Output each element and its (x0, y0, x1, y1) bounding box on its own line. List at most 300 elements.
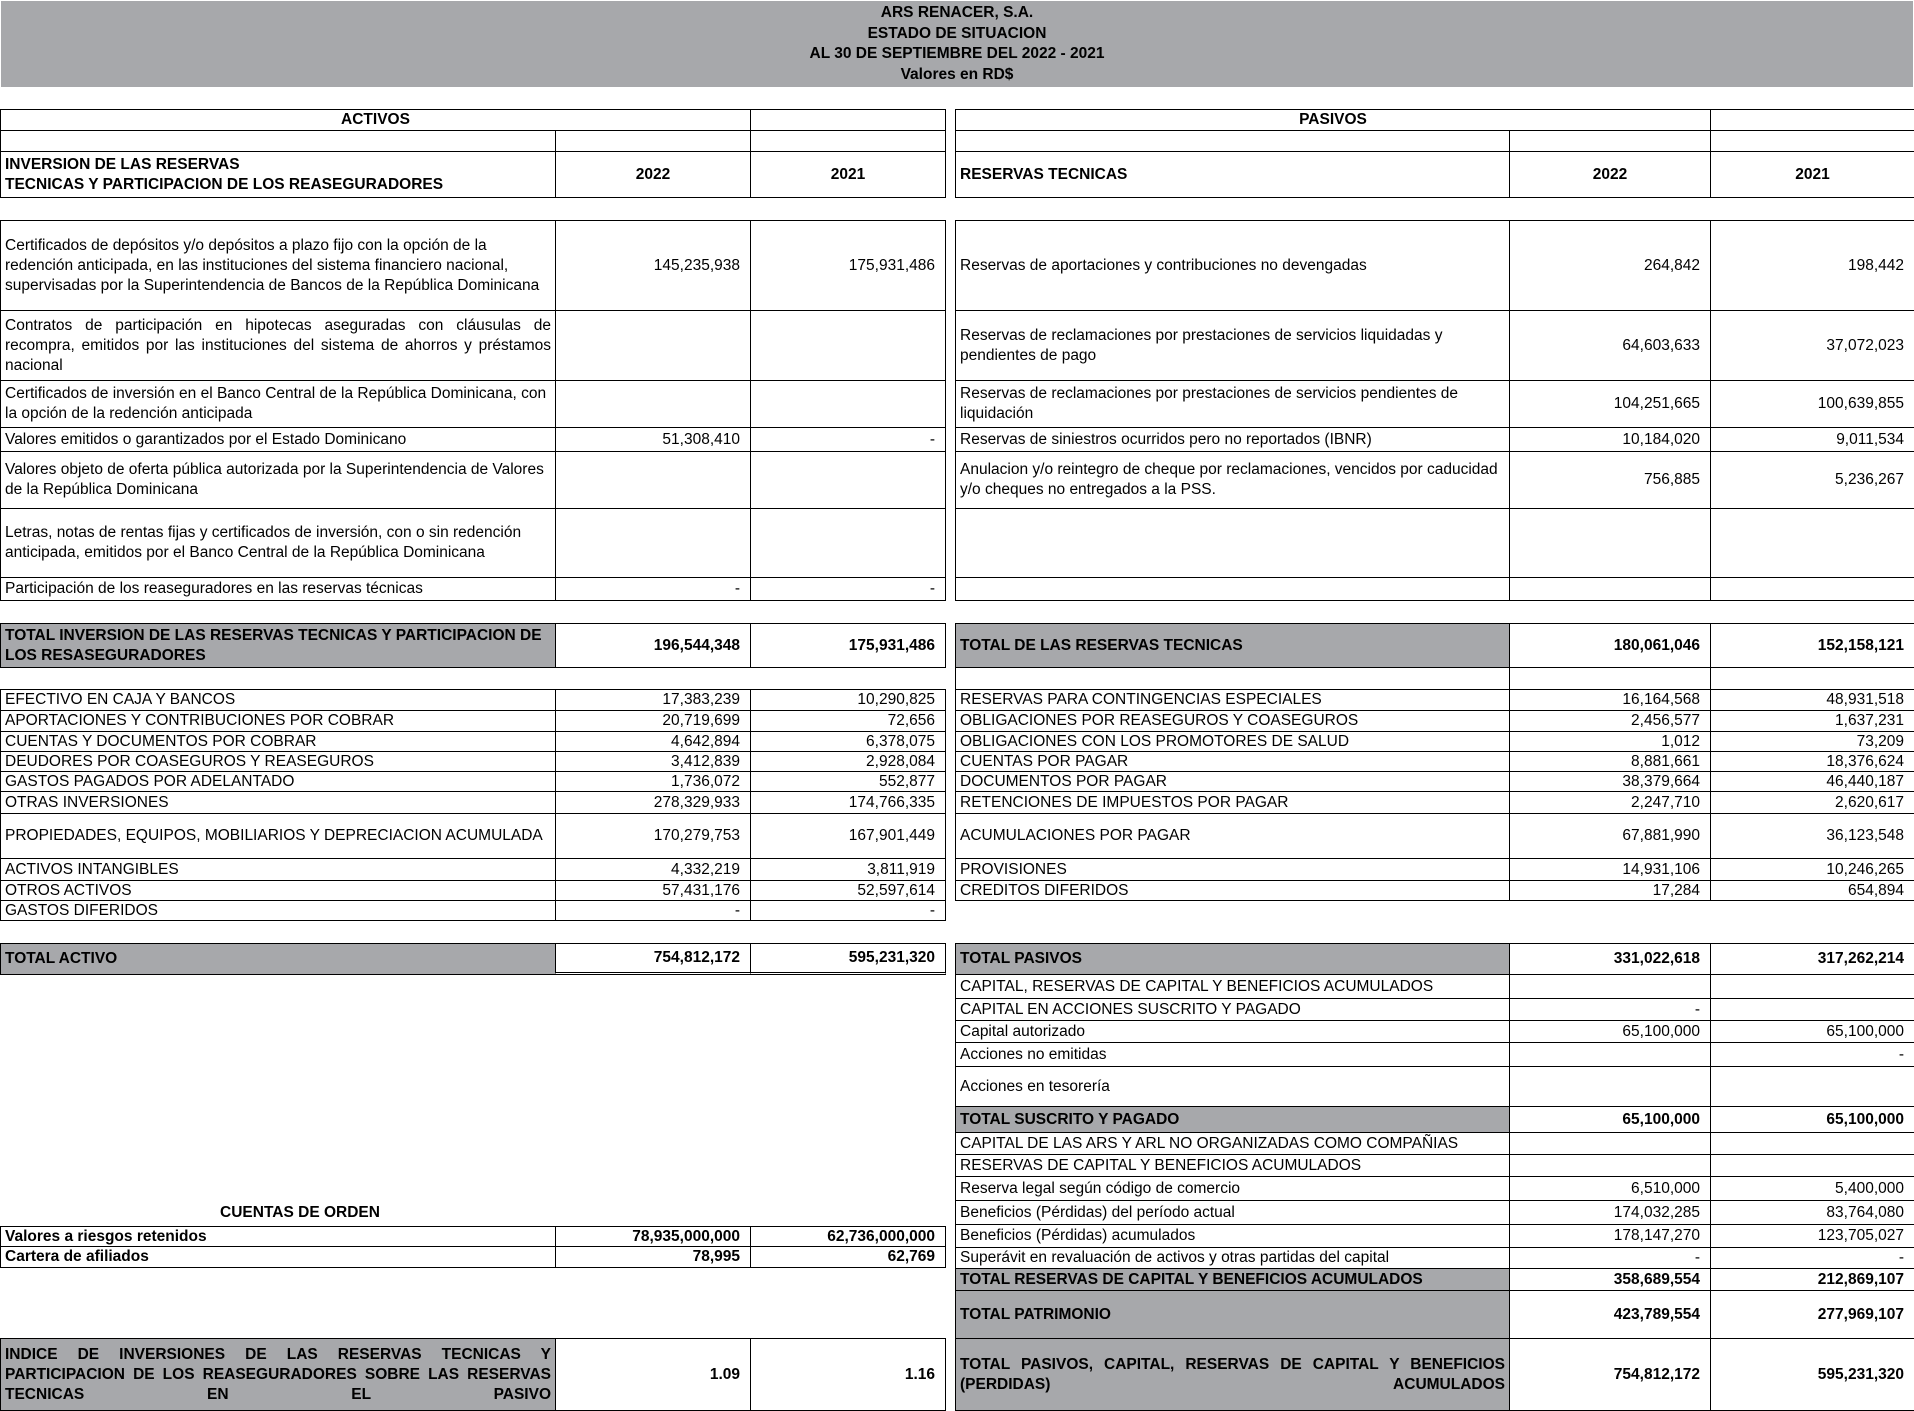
reserva-row-1-label (955, 310, 1510, 381)
activo-row-9-label (0, 900, 556, 921)
inversion-row-1-value-2022 (555, 310, 751, 381)
pasivos-year-2022 (1509, 151, 1711, 198)
capital-row-1-value-2022-text: 65,100,000 (1622, 1022, 1700, 1040)
pasivo-row-7-value-2022-text: 14,931,106 (1622, 860, 1700, 878)
activo-row-9-value-2022-text: - (734, 901, 740, 919)
pasivo-row-4-label-text: DOCUMENTOS POR PAGAR (960, 772, 1167, 790)
activo-row-1-value-2021-text: 72,656 (887, 712, 935, 729)
pasivo-row-3-value-2022 (1509, 751, 1711, 772)
activo-row-6-value-2021 (750, 813, 946, 859)
inversion-row-6-value-2021 (750, 577, 946, 601)
inversion-row-5-value-2022 (555, 508, 751, 578)
pasivos-blank-row-value-2021 (1710, 667, 1914, 690)
reserva-blank-row-b-label (955, 577, 1510, 601)
reserva-capital-row-3-label-text: Beneficios (Pérdidas) del período actual (960, 1203, 1235, 1221)
inversion-row-6-value-2021-text: - (929, 580, 935, 597)
activo-row-7-value-2022 (555, 858, 751, 881)
pasivos-section-title-text: RESERVAS TECNICAS (960, 165, 1128, 183)
activos-section-title (0, 151, 556, 198)
capital-row-0-label (955, 998, 1510, 1021)
inversion-row-4-label (0, 451, 556, 509)
total-pasivos-value-2022-text: 331,022,618 (1613, 950, 1700, 967)
activo-row-0-value-2021-text: 10,290,825 (857, 691, 935, 708)
total-reservas-capital-value-2022 (1509, 1268, 1711, 1291)
total-patrimonio-value-2022 (1509, 1290, 1711, 1339)
activo-row-4-label (0, 771, 556, 792)
activo-row-5-value-2021-text: 174,766,335 (848, 793, 935, 811)
reserva-capital-row-5-value-2022 (1509, 1247, 1711, 1269)
activo-row-2-label (0, 731, 556, 752)
capital-row-3-label-text: Acciones en tesorería (960, 1077, 1110, 1095)
reserva-capital-row-4-value-2022-text: 178,147,270 (1613, 1227, 1700, 1244)
activo-row-0-label (0, 689, 556, 711)
reserva-row-4-value-2021 (1710, 451, 1914, 509)
reserva-row-1-value-2022 (1509, 310, 1711, 381)
inversion-row-0-value-2021-text: 175,931,486 (848, 256, 935, 274)
capital-title-text: CAPITAL, RESERVAS DE CAPITAL Y BENEFICIOS ACUMULADOS (960, 977, 1434, 995)
pasivos-year-2022-text: 2022 (1592, 165, 1628, 183)
reserva-row-3-value-2022-text: 10,184,020 (1622, 430, 1700, 448)
total-pasivos-label-text: TOTAL PASIVOS (960, 950, 1083, 967)
reserva-row-1-value-2021 (1710, 310, 1914, 381)
pasivo-row-6-value-2021 (1710, 813, 1914, 859)
inversion-row-5-label (0, 508, 556, 578)
total-general-value-2022-text: 754,812,172 (1613, 1365, 1700, 1383)
reserva-capital-row-4-label-text: Beneficios (Pérdidas) acumulados (960, 1227, 1196, 1244)
activo-row-6-label-text: PROPIEDADES, EQUIPOS, MOBILIARIOS Y DEPRECIACION ACUMULADA (5, 827, 543, 844)
cuenta-orden-row-0-label (0, 1226, 556, 1247)
report-currency: Valores en RD$ (900, 65, 1014, 83)
activo-row-5-label-text: OTRAS INVERSIONES (5, 793, 169, 811)
pasivo-row-0-value-2022-text: 16,164,568 (1622, 691, 1700, 708)
pasivo-row-2-label-text: OBLIGACIONES CON LOS PROMOTORES DE SALUD (960, 732, 1350, 750)
reserva-capital-row-5-value-2022-text: - (1694, 1249, 1700, 1266)
reserva-capital-row-2-value-2022-text: 6,510,000 (1631, 1179, 1700, 1197)
total-reservas-capital-value-2021 (1710, 1268, 1914, 1291)
inversion-row-3-value-2022 (555, 427, 751, 452)
pasivo-row-7-value-2021-text: 10,246,265 (1826, 860, 1904, 878)
cuenta-orden-row-1-value-2022 (555, 1246, 751, 1268)
total-inversion-label (0, 623, 556, 668)
activo-row-6-value-2022-text: 170,279,753 (653, 827, 740, 844)
total-reservas-value-2021 (1710, 623, 1914, 668)
total-inversion-value-2021-text: 175,931,486 (848, 636, 935, 654)
total-general-value-2022 (1509, 1338, 1711, 1411)
indice-value-2022 (555, 1338, 751, 1411)
reserva-capital-row-1-value-2021 (1710, 1154, 1914, 1177)
inversion-row-1-label-text: Contratos de participación en hipotecas aseguradas con cláusulas de recompra, emitidos por las instituciones del sistema de ahorros y préstamos nacional (5, 316, 551, 374)
inversion-row-4-value-2021 (750, 451, 946, 509)
pasivo-row-8-label-text: CREDITOS DIFERIDOS (960, 881, 1129, 899)
activo-row-3-label (0, 751, 556, 772)
reserva-capital-row-5-value-2021-text: - (1898, 1249, 1904, 1266)
activo-row-3-value-2021-text: 2,928,084 (866, 752, 935, 770)
pasivos-section-title (955, 151, 1510, 198)
capital-row-3-value-2021 (1710, 1066, 1914, 1107)
pasivo-row-1-value-2022-text: 2,456,577 (1631, 712, 1700, 729)
capital-row-2-label (955, 1042, 1510, 1067)
pasivo-row-8-label (955, 880, 1510, 901)
inversion-row-3-value-2021 (750, 427, 946, 452)
pasivo-row-7-value-2022 (1509, 858, 1711, 881)
total-reservas-capital-value-2022-text: 358,689,554 (1613, 1270, 1700, 1288)
reserva-capital-row-5-label-text: Superávit en revaluación de activos y otras partidas del capital (960, 1249, 1390, 1266)
pasivo-row-6-label (955, 813, 1510, 859)
inversion-row-2-label (0, 380, 556, 428)
pasivo-row-3-value-2021-text: 18,376,624 (1826, 752, 1904, 770)
total-general-label-text: TOTAL PASIVOS, CAPITAL, RESERVAS DE CAPITAL Y BENEFICIOS (PERDIDAS) ACUMULADOS (960, 1355, 1505, 1393)
total-reservas-label (955, 623, 1510, 668)
reserva-row-0-label-text: Reservas de aportaciones y contribuciones no devengadas (960, 256, 1367, 274)
total-reservas-value-2022 (1509, 623, 1711, 668)
activo-row-9-value-2021 (750, 900, 946, 921)
pasivos-title (955, 109, 1711, 131)
inversion-row-2-value-2021 (750, 380, 946, 428)
indice-value-2021-text: 1.16 (904, 1365, 935, 1383)
reserva-row-3-value-2021 (1710, 427, 1914, 452)
reserva-row-2-label-text: Reservas de reclamaciones por prestaciones de servicios pendientes de liquidación (960, 385, 1458, 422)
reserva-capital-row-0-label-text: CAPITAL DE LAS ARS Y ARL NO ORGANIZADAS COMO COMPAÑIAS (960, 1134, 1459, 1152)
reserva-capital-row-0-value-2021 (1710, 1132, 1914, 1155)
activo-row-4-label-text: GASTOS PAGADOS POR ADELANTADO (5, 772, 295, 790)
activo-row-7-value-2021 (750, 858, 946, 881)
capital-row-3-label (955, 1066, 1510, 1107)
cuentas-orden-title: CUENTAS DE ORDEN (220, 1204, 380, 1221)
inversion-row-0-label-text: Certificados de depósitos y/o depósitos a plazo fijo con la opción de la redención anticipada, en las instituciones del sistema financiero nacional, supervisadas por la Superintendencia de Bancos de la República Dominicana (5, 236, 540, 294)
capital-row-0-value-2021 (1710, 998, 1914, 1021)
pasivos-blank-a (955, 130, 1510, 152)
reserva-capital-row-2-value-2021-text: 5,400,000 (1835, 1179, 1904, 1197)
total-pasivos-value-2021 (1710, 943, 1914, 975)
capital-row-2-value-2022 (1509, 1042, 1711, 1067)
report-name: ESTADO DE SITUACION (867, 24, 1047, 42)
pasivos-blank-c (1710, 130, 1914, 152)
total-pasivos-value-2022 (1509, 943, 1711, 975)
cuenta-orden-row-0-value-2021-text: 62,736,000,000 (827, 1227, 935, 1245)
pasivo-row-2-value-2021-text: 73,209 (1856, 732, 1904, 750)
inversion-row-3-value-2021-text: - (929, 430, 935, 448)
reserva-capital-row-2-value-2021 (1710, 1176, 1914, 1201)
activo-row-3-label-text: DEUDORES POR COASEGUROS Y REASEGUROS (5, 752, 374, 770)
total-inversion-value-2022-text: 196,544,348 (653, 636, 740, 654)
reserva-row-3-label-text: Reservas de siniestros ocurridos pero no reportados (IBNR) (960, 430, 1372, 448)
indice-label-text: INDICE DE INVERSIONES DE LAS RESERVAS TECNICAS Y PARTICIPACION DE LOS REASEGURADORES SOBRE LAS RESERVAS TECNICAS EN EL PASIVO (5, 1345, 551, 1403)
pasivos-year-2021-text: 2021 (1795, 165, 1830, 183)
activo-row-8-value-2021-text: 52,597,614 (857, 881, 935, 899)
indice-value-2021 (750, 1338, 946, 1411)
reserva-capital-row-5-value-2021 (1710, 1247, 1914, 1269)
pasivo-row-5-label (955, 791, 1510, 814)
reserva-row-2-value-2022-text: 104,251,665 (1613, 395, 1700, 412)
activo-row-1-value-2022-text: 20,719,699 (662, 712, 740, 729)
total-suscrito-label-text: TOTAL SUSCRITO Y PAGADO (960, 1110, 1180, 1128)
activo-row-6-value-2021-text: 167,901,449 (848, 827, 935, 844)
total-activo-value-2021 (750, 943, 946, 975)
reserva-row-2-label (955, 380, 1510, 428)
inversion-row-3-label-text: Valores emitidos o garantizados por el Estado Dominicano (5, 430, 407, 448)
pasivo-row-4-value-2022-text: 38,379,664 (1622, 772, 1700, 790)
reserva-capital-row-3-value-2021-text: 83,764,080 (1826, 1203, 1904, 1221)
activo-row-5-value-2022-text: 278,329,933 (653, 793, 740, 811)
reserva-row-0-value-2022 (1509, 220, 1711, 311)
activo-row-3-value-2022 (555, 751, 751, 772)
pasivo-row-8-value-2021 (1710, 880, 1914, 901)
cuenta-orden-row-1-value-2022-text: 78,995 (692, 1248, 740, 1265)
activo-row-8-label (0, 880, 556, 901)
pasivo-row-5-value-2021-text: 2,620,617 (1835, 793, 1904, 811)
pasivos-title-text: PASIVOS (1299, 111, 1367, 128)
reserva-row-4-value-2021-text: 5,236,267 (1835, 471, 1904, 488)
reserva-capital-row-1-value-2022 (1509, 1154, 1711, 1177)
pasivo-row-3-label-text: CUENTAS POR PAGAR (960, 752, 1129, 770)
pasivo-row-2-label (955, 731, 1510, 752)
pasivo-row-4-value-2022 (1509, 771, 1711, 792)
pasivos-blank-row-label (955, 667, 1510, 690)
pasivo-row-6-value-2022-text: 67,881,990 (1622, 827, 1700, 844)
reserva-row-0-label (955, 220, 1510, 311)
total-patrimonio-label (955, 1290, 1510, 1339)
activos-title (0, 109, 751, 131)
indice-value-2022-text: 1.09 (709, 1365, 740, 1383)
activo-row-2-value-2022 (555, 731, 751, 752)
inversion-row-6-value-2022-text: - (734, 580, 740, 597)
activo-row-4-value-2021-text: 552,877 (878, 772, 935, 790)
activo-row-5-value-2021 (750, 791, 946, 814)
report-period: AL 30 DE SEPTIEMBRE DEL 2022 - 2021 (809, 45, 1105, 62)
pasivo-row-1-label-text: OBLIGACIONES POR REASEGUROS Y COASEGUROS (960, 712, 1359, 729)
reserva-capital-row-0-label (955, 1132, 1510, 1155)
indice-label (0, 1338, 556, 1411)
activo-row-9-value-2021-text: - (929, 901, 935, 919)
total-suscrito-label (955, 1106, 1510, 1133)
pasivo-row-0-value-2021 (1710, 689, 1914, 711)
activo-row-8-value-2021 (750, 880, 946, 901)
capital-row-0-value-2022-text: - (1694, 1000, 1700, 1018)
pasivo-row-4-label (955, 771, 1510, 792)
reserva-capital-row-4-value-2022 (1509, 1224, 1711, 1248)
activo-row-0-value-2021 (750, 689, 946, 711)
reserva-row-4-value-2022 (1509, 451, 1711, 509)
activos-section-title-line2: TECNICAS Y PARTICIPACION DE LOS REASEGURADORES (5, 175, 444, 193)
inversion-row-0-label (0, 220, 556, 311)
total-suscrito-value-2021-text: 65,100,000 (1826, 1110, 1904, 1128)
capital-title-v2 (1710, 974, 1914, 999)
report-header (1, 1, 1913, 87)
pasivo-row-5-label-text: RETENCIONES DE IMPUESTOS POR PAGAR (960, 793, 1289, 811)
pasivo-row-3-label (955, 751, 1510, 772)
reserva-row-2-value-2022 (1509, 380, 1711, 428)
reserva-row-4-label-text: Anulacion y/o reintegro de cheque por reclamaciones, vencidos por caducidad y/o cheques no entregados a la PSS. (960, 461, 1498, 498)
pasivo-row-0-value-2022 (1509, 689, 1711, 711)
total-suscrito-value-2022 (1509, 1106, 1711, 1133)
capital-row-0-value-2022 (1509, 998, 1711, 1021)
total-reservas-value-2021-text: 152,158,121 (1817, 636, 1904, 654)
reserva-capital-row-1-label (955, 1154, 1510, 1177)
total-general-value-2021-text: 595,231,320 (1817, 1365, 1904, 1383)
activo-row-0-label-text: EFECTIVO EN CAJA Y BANCOS (5, 691, 236, 708)
reserva-capital-row-2-label (955, 1176, 1510, 1201)
reserva-blank-row-a-value-2022 (1509, 508, 1711, 578)
reserva-blank-row-b-value-2021 (1710, 577, 1914, 601)
activo-row-4-value-2022-text: 1,736,072 (671, 772, 740, 790)
reserva-row-4-label (955, 451, 1510, 509)
inversion-row-3-label (0, 427, 556, 452)
inversion-row-2-value-2022 (555, 380, 751, 428)
total-pasivos-value-2021-text: 317,262,214 (1817, 950, 1904, 967)
capital-row-2-label-text: Acciones no emitidas (960, 1045, 1107, 1063)
inversion-row-6-label-text: Participación de los reaseguradores en las reservas técnicas (5, 580, 423, 597)
inversion-row-3-value-2022-text: 51,308,410 (662, 430, 740, 448)
pasivo-row-8-value-2021-text: 654,894 (1847, 881, 1904, 899)
pasivos-title-blank (1710, 109, 1914, 131)
activo-row-5-label (0, 791, 556, 814)
total-general-label (955, 1338, 1510, 1411)
inversion-row-0-value-2022-text: 145,235,938 (653, 256, 740, 274)
activo-row-2-value-2021 (750, 731, 946, 752)
total-patrimonio-label-text: TOTAL PATRIMONIO (960, 1305, 1111, 1323)
activo-row-2-label-text: CUENTAS Y DOCUMENTOS POR COBRAR (5, 732, 317, 750)
activo-row-0-value-2022 (555, 689, 751, 711)
reserva-row-4-value-2022-text: 756,885 (1643, 471, 1700, 488)
pasivo-row-1-value-2022 (1509, 710, 1711, 732)
activo-row-9-label-text: GASTOS DIFERIDOS (5, 901, 159, 919)
total-inversion-value-2022 (555, 623, 751, 668)
activo-row-1-value-2021 (750, 710, 946, 732)
pasivo-row-8-value-2022 (1509, 880, 1711, 901)
activo-row-3-value-2022-text: 3,412,839 (671, 752, 740, 770)
activos-year-2021-text: 2021 (830, 165, 866, 183)
activos-blank-c (750, 130, 946, 152)
activos-title-blank (750, 109, 946, 131)
company-name: ARS RENACER, S.A. (880, 4, 1034, 21)
pasivo-row-5-value-2022-text: 2,247,710 (1631, 793, 1700, 811)
activos-blank-a (0, 130, 556, 152)
reserva-capital-row-3-value-2021 (1710, 1200, 1914, 1225)
cuenta-orden-row-1-label-text: Cartera de afiliados (5, 1248, 149, 1265)
reserva-capital-row-4-label (955, 1224, 1510, 1248)
cuenta-orden-row-0-value-2021 (750, 1226, 946, 1247)
pasivo-row-7-label-text: PROVISIONES (960, 860, 1067, 878)
activo-row-2-value-2022-text: 4,642,894 (671, 732, 740, 750)
activos-year-2022 (555, 151, 751, 198)
pasivo-row-2-value-2022-text: 1,012 (1661, 732, 1700, 750)
total-patrimonio-value-2022-text: 423,789,554 (1613, 1305, 1700, 1323)
total-suscrito-value-2022-text: 65,100,000 (1622, 1110, 1700, 1128)
total-activo-label-text: TOTAL ACTIVO (5, 950, 118, 967)
activo-row-7-label-text: ACTIVOS INTANGIBLES (5, 860, 179, 878)
activo-row-1-value-2022 (555, 710, 751, 732)
total-reservas-label-text: TOTAL DE LAS RESERVAS TECNICAS (960, 636, 1243, 654)
activo-row-0-value-2022-text: 17,383,239 (662, 691, 740, 708)
activo-row-9-value-2022 (555, 900, 751, 921)
inversion-row-6-value-2022 (555, 577, 751, 601)
total-reservas-capital-label (955, 1268, 1510, 1291)
inversion-row-2-label-text: Certificados de inversión en el Banco Central de la República Dominicana, con la opción de la redención anticipada (5, 385, 547, 422)
total-pasivos-label (955, 943, 1510, 975)
activo-row-7-value-2022-text: 4,332,219 (671, 860, 740, 878)
activo-row-4-value-2022 (555, 771, 751, 792)
activo-row-2-value-2021-text: 6,378,075 (866, 732, 935, 750)
capital-row-0-label-text: CAPITAL EN ACCIONES SUSCRITO Y PAGADO (960, 1000, 1301, 1018)
capital-row-2-value-2021-text: - (1898, 1045, 1904, 1063)
reserva-row-1-value-2021-text: 37,072,023 (1826, 336, 1904, 354)
reserva-blank-row-a-value-2021 (1710, 508, 1914, 578)
reserva-capital-row-3-value-2022 (1509, 1200, 1711, 1225)
reserva-capital-row-1-label-text: RESERVAS DE CAPITAL Y BENEFICIOS ACUMULADOS (960, 1156, 1362, 1174)
total-activo-label (0, 943, 556, 975)
activos-title-text: ACTIVOS (341, 111, 410, 128)
pasivo-row-4-value-2021-text: 46,440,187 (1826, 772, 1904, 790)
pasivo-row-6-value-2022 (1509, 813, 1711, 859)
inversion-row-4-label-text: Valores objeto de oferta pública autorizada por la Superintendencia de Valores de la República Dominicana (5, 461, 544, 498)
activos-blank-b (555, 130, 751, 152)
total-patrimonio-value-2021 (1710, 1290, 1914, 1339)
activo-row-7-value-2021-text: 3,811,919 (867, 860, 935, 878)
activo-row-5-value-2022 (555, 791, 751, 814)
pasivo-row-1-label (955, 710, 1510, 732)
pasivo-row-6-value-2021-text: 36,123,548 (1826, 827, 1904, 844)
total-activo-value-2022-text: 754,812,172 (653, 949, 740, 966)
pasivo-row-7-value-2021 (1710, 858, 1914, 881)
pasivo-row-3-value-2021 (1710, 751, 1914, 772)
total-reservas-capital-value-2021-text: 212,869,107 (1817, 1270, 1904, 1288)
pasivos-blank-b (1509, 130, 1711, 152)
reserva-capital-row-3-value-2022-text: 174,032,285 (1613, 1203, 1700, 1221)
pasivos-blank-row-value-2022 (1509, 667, 1711, 690)
activo-row-8-label-text: OTROS ACTIVOS (5, 881, 132, 899)
capital-row-2-value-2021 (1710, 1042, 1914, 1067)
pasivo-row-2-value-2021 (1710, 731, 1914, 752)
pasivo-row-2-value-2022 (1509, 731, 1711, 752)
pasivo-row-0-label (955, 689, 1510, 711)
reserva-capital-row-0-value-2022 (1509, 1132, 1711, 1155)
pasivos-year-2021 (1710, 151, 1914, 198)
capital-row-1-label (955, 1020, 1510, 1043)
inversion-row-1-value-2021 (750, 310, 946, 381)
total-general-value-2021 (1710, 1338, 1914, 1411)
inversion-row-1-label (0, 310, 556, 381)
pasivo-row-6-label-text: ACUMULACIONES POR PAGAR (960, 827, 1191, 844)
pasivo-row-5-value-2022 (1509, 791, 1711, 814)
cuenta-orden-row-1-label (0, 1246, 556, 1268)
capital-row-1-value-2021 (1710, 1020, 1914, 1043)
inversion-row-0-value-2021 (750, 220, 946, 311)
pasivo-row-4-value-2021 (1710, 771, 1914, 792)
reserva-blank-row-b-value-2022 (1509, 577, 1711, 601)
reserva-row-2-value-2021 (1710, 380, 1914, 428)
pasivo-row-7-label (955, 858, 1510, 881)
capital-title-v1 (1509, 974, 1711, 999)
cuenta-orden-row-0-value-2022-text: 78,935,000,000 (632, 1227, 740, 1245)
reserva-capital-row-2-value-2022 (1509, 1176, 1711, 1201)
activo-row-8-value-2022 (555, 880, 751, 901)
activo-row-8-value-2022-text: 57,431,176 (662, 881, 740, 899)
pasivo-row-1-value-2021-text: 1,637,231 (1835, 712, 1904, 729)
activo-row-1-label (0, 710, 556, 732)
capital-row-1-label-text: Capital autorizado (960, 1022, 1085, 1040)
reserva-row-1-value-2022-text: 64,603,633 (1622, 336, 1700, 354)
capital-row-1-value-2021-text: 65,100,000 (1826, 1022, 1904, 1040)
pasivo-row-0-value-2021-text: 48,931,518 (1826, 691, 1904, 708)
activos-year-2021 (750, 151, 946, 198)
activo-row-1-label-text: APORTACIONES Y CONTRIBUCIONES POR COBRAR (5, 712, 395, 729)
reserva-blank-row-a-label (955, 508, 1510, 578)
total-reservas-capital-label-text: TOTAL RESERVAS DE CAPITAL Y BENEFICIOS ACUMULADOS (960, 1270, 1423, 1288)
reserva-row-3-value-2022 (1509, 427, 1711, 452)
activo-row-6-label (0, 813, 556, 859)
capital-title (955, 974, 1510, 999)
capital-row-3-value-2022 (1509, 1066, 1711, 1107)
